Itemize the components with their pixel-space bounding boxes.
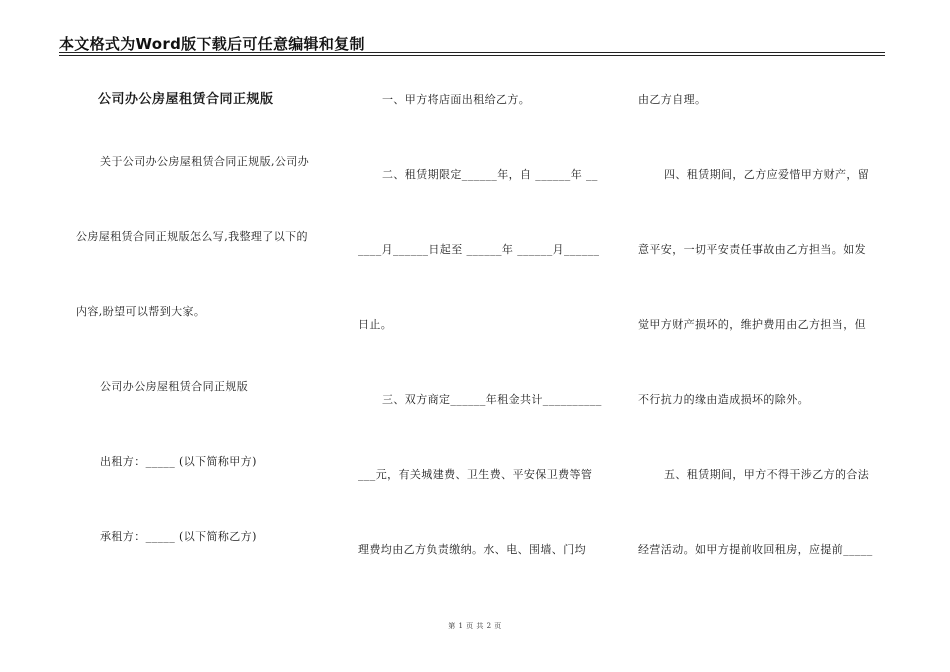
paragraph-line: 日止。 bbox=[358, 318, 393, 331]
clause-4-line: 四、租赁期间，乙方应爱惜甲方财产，留 bbox=[664, 168, 870, 181]
header-rule-top bbox=[59, 52, 885, 53]
header-rule-bottom bbox=[59, 55, 885, 56]
section-heading: 公司办公房屋租赁合同正规版 bbox=[100, 380, 249, 393]
paragraph-line: 公房屋租赁合同正规版怎么写,我整理了以下的 bbox=[76, 230, 308, 243]
clause-2-line: 二、租赁期限定______年，自 ______年 __ bbox=[382, 168, 598, 181]
paragraph-line: 经营活动。如甲方提前收回租房，应提前_____ bbox=[638, 543, 873, 556]
lessee-line: 承租方：_____ (以下简称乙方) bbox=[100, 530, 257, 543]
document-banner: 本文格式为Word版下载后可任意编辑和复制 bbox=[59, 35, 365, 53]
clause-1-line: 一、甲方将店面出租给乙方。 bbox=[382, 93, 531, 106]
paragraph-line: 关于公司办公房屋租赁合同正规版,公司办 bbox=[100, 155, 310, 168]
paragraph-line: 由乙方自理。 bbox=[638, 93, 707, 106]
paragraph-line: ____月______日起至 ______年 ______月______ bbox=[358, 243, 600, 256]
document-title: 公司办公房屋租赁合同正规版 bbox=[98, 92, 274, 107]
clause-5-line: 五、租赁期间，甲方不得干涉乙方的合法 bbox=[664, 468, 870, 481]
paragraph-line: 觉甲方财产损坏的，维护费用由乙方担当，但 bbox=[638, 318, 866, 331]
page-number: 第 1 页 共 2 页 bbox=[448, 622, 502, 630]
paragraph-line: 理费均由乙方负责缴纳。水、电、围墙、门均 bbox=[358, 543, 586, 556]
paragraph-line: 内容,盼望可以帮到大家。 bbox=[76, 305, 206, 318]
paragraph-line: 不行抗力的缘由造成损坏的除外。 bbox=[638, 393, 809, 406]
paragraph-line: ___元，有关城建费、卫生费、平安保卫费等管 bbox=[358, 468, 593, 481]
lessor-line: 出租方：_____ (以下简称甲方) bbox=[100, 455, 257, 468]
paragraph-line: 意平安，一切平安责任事故由乙方担当。如发 bbox=[638, 243, 866, 256]
clause-3-line: 三、双方商定______年租金共计__________ bbox=[382, 393, 602, 406]
